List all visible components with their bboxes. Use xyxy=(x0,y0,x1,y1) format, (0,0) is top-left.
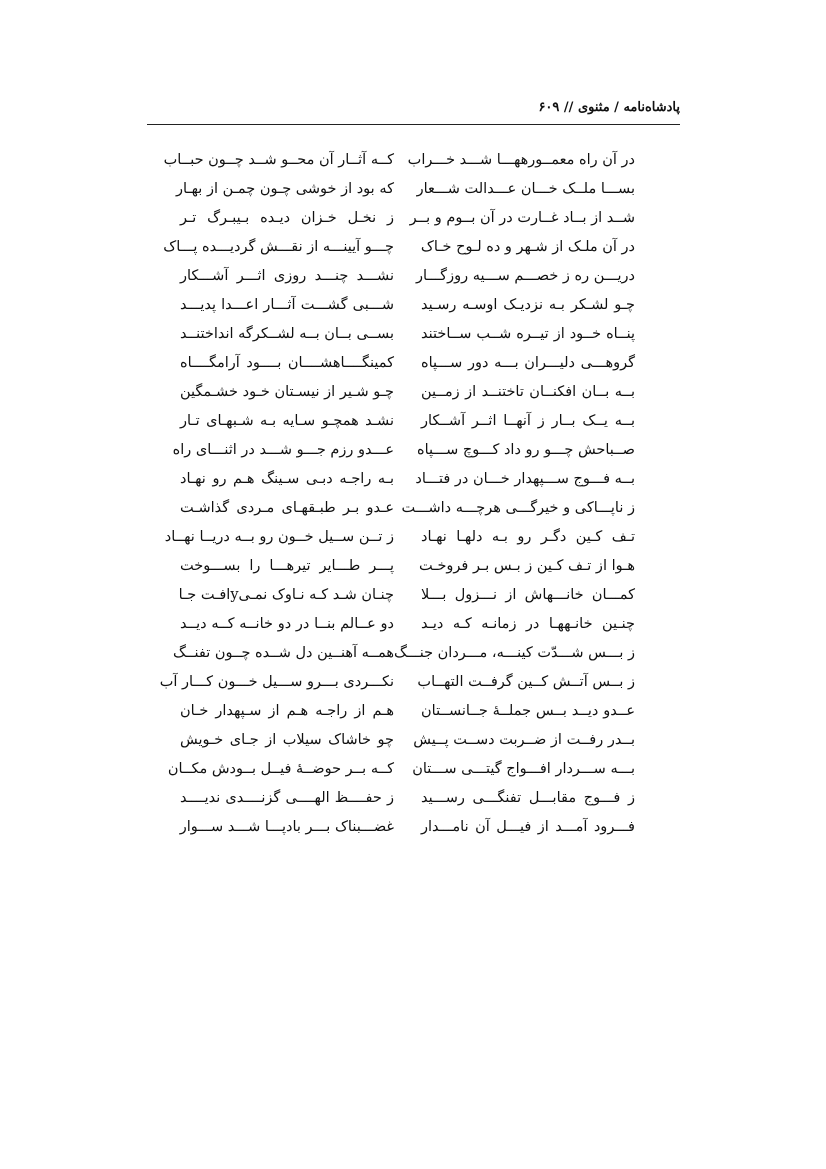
verse-line: کمینگــــاهشــــان بــــود آرامگــــاه xyxy=(180,355,394,371)
verse-line: بســی بــان بــه لشــکرگه انداختنــد xyxy=(180,326,394,342)
verse-line: ز تــن ســیل خــون رو بــه دریــا نهــاد xyxy=(164,529,394,545)
verse-line: چنـین خانـههـا در زمانـه کـه دیـد xyxy=(421,616,635,632)
poem-column-left xyxy=(159,150,394,846)
poem-column-right xyxy=(393,150,635,846)
verse-line: که بود از خوشی چـون چمـن از بهـار xyxy=(175,181,394,197)
verse-line: کمـــان خانـــهاش از نـــزول بـــلا xyxy=(421,587,635,603)
verse-line: چـو لشـکر بـه نزدیـک اوسـه رسـید xyxy=(421,297,635,313)
verse-line: عـــدو رزم جـــو شـــد در اثنـــای راه xyxy=(172,442,394,458)
verse-line: بــه یــک بــار ز آنهــا اثــر آشــکار xyxy=(421,413,635,429)
verse-line: عــدو دیــد بــس جملــۀ جــانســتان xyxy=(421,703,635,719)
verse-line: نکـــردی بـــرو ســـیل خـــون کـــار آب xyxy=(159,674,394,690)
verse-line: چـو شـیر از نیسـتان خـود خشـمگین xyxy=(180,384,394,400)
verse-line: کــه آثــار آن محــو شــد چــون حبــاب xyxy=(163,152,394,168)
verse-line: نشـد همچـو سـایه بـه شـبهـای تـار xyxy=(180,413,394,429)
verse-line: گروهـــی دلیـــران بـــه دور ســـپاه xyxy=(421,355,635,371)
verse-line: ز بــس آتــش کــین گرفــت التهــاب xyxy=(417,674,635,690)
verse-line: نشـــد چنـــد روزی اثـــر آشـــکار xyxy=(180,268,394,284)
verse-line: عـدو بـر طبـقهـای مـردی گذاشـت xyxy=(180,500,394,516)
verse-line: همــه آهنــین دل شــده چــون تفنــگ xyxy=(173,645,394,661)
verse-line: کــه بــر حوضــۀ فیــل بــودش مکــان xyxy=(167,761,394,777)
verse-line: ز نخـل خـزان دیـده بـیبـرگ تـر xyxy=(180,210,394,226)
verse-line: بــدر رفــت از ضــربت دســت پــیش xyxy=(413,732,635,748)
verse-line: بســـا ملــک خـــان عـــدالت شـــعار xyxy=(416,181,635,197)
verse-line: بــه بــان افکنــان تاختنــد از زمــین xyxy=(421,384,635,400)
verse-line: بـــه ســـردار افـــواج گیتـــی ســـتان xyxy=(412,761,635,777)
verse-line: پـــر طـــایر تیرهـــا را بســـوخت xyxy=(180,558,394,574)
verse-line: فـــرود آمـــد از فیـــل آن نامـــدار xyxy=(421,819,635,835)
verse-line: در آن راه معمــورههـــا شـــد خـــراب xyxy=(407,152,635,168)
verse-line: شـــبی گشـــت آثـــار اعـــدا پدیـــد xyxy=(180,297,394,313)
verse-line: ز ناپـــاکی و خیرگـــی هرچـــه داشـــت xyxy=(401,500,635,516)
verse-line: دو عــالم بنــا در دو خانــه کــه دیــد xyxy=(180,616,394,632)
header-title: پادشاه‌نامه / مثنوی // ۶۰۹ xyxy=(538,100,680,115)
verse-line: تـف کـین دگـر رو بـه دلهـا نهـاد xyxy=(421,529,635,545)
verse-line: پنــاه خــود از تیــره شــب ســاختند xyxy=(421,326,635,342)
verse-line: بـه راجـه دبـی سـینگ هـم رو نهـاد xyxy=(180,471,394,487)
verse-line: شــد از بــاد غــارت در آن بــوم و بــر xyxy=(409,210,635,226)
verse-line: هـم از راجـه هـم از سـپهدار خـان xyxy=(180,703,394,719)
verse-line: ز فـــوج مقابـــل تفنگـــی رســـید xyxy=(421,790,635,806)
verse-line: غضـــبناک بـــر بادپـــا شـــد ســـوار xyxy=(179,819,394,835)
verse-line: ز بـــس شـــدّت کینـــه، مـــردان جنـــگ xyxy=(393,645,635,661)
verse-line: در آن ملـک از شـهر و ده لـوح خـاک xyxy=(420,239,635,255)
verse-line: دریـــن ره ز خصـــم ســـیه روزگـــار xyxy=(416,268,635,284)
verse-line: بــه فـــوج ســـپهدار خـــان در فتـــاد xyxy=(415,471,635,487)
verse-line: چو خاشاک سیلاب از جـای خـویش xyxy=(180,732,394,748)
verse-line: چـــو آیینـــه از نقـــش گردیـــده پـــاک xyxy=(163,239,394,255)
running-header xyxy=(147,94,680,125)
verse-line: صــباحش چـــو رو داد کـــوچ ســـپاه xyxy=(416,442,635,458)
verse-line: چنـان شـد کـه نـاوک نمـیyافـت جـا xyxy=(178,587,394,603)
verse-line: ز حفــــظ الهــــی گزنــــدی ندیــــد xyxy=(180,790,394,806)
verse-line: هـوا از تـف کـین ز بـس بـر فروخـت xyxy=(418,558,635,574)
